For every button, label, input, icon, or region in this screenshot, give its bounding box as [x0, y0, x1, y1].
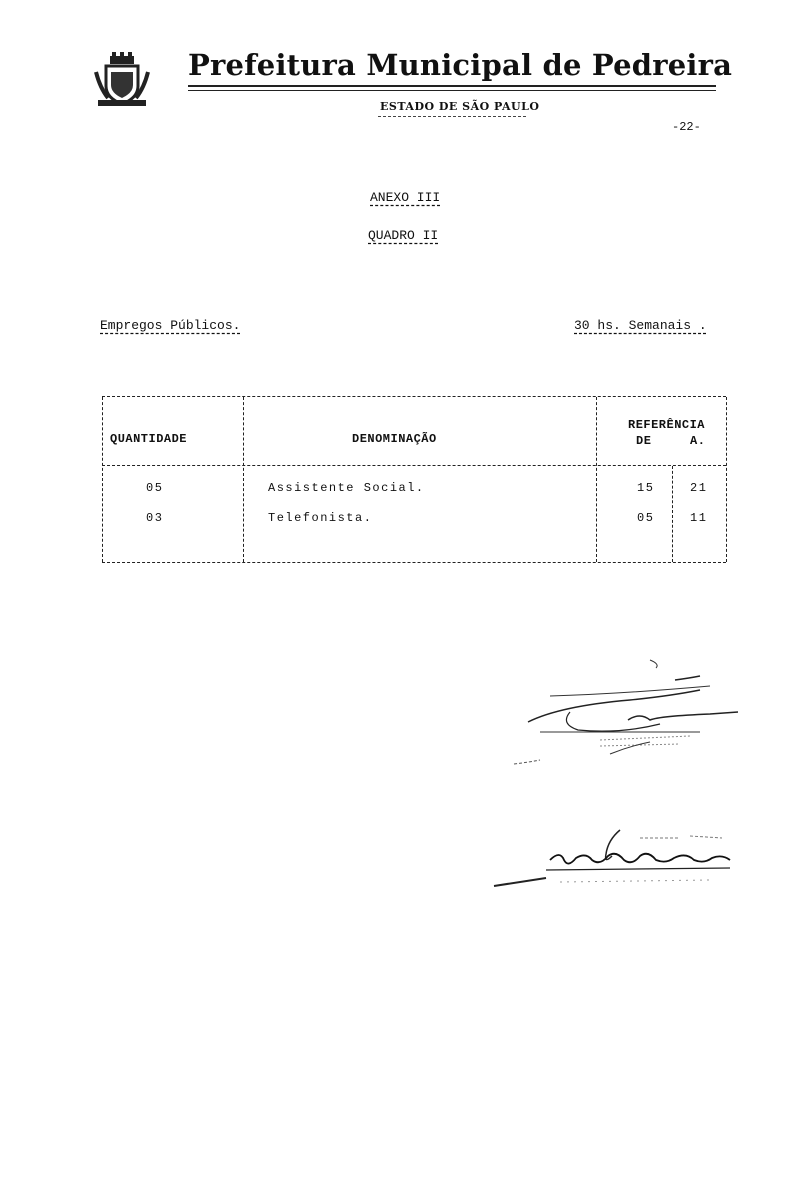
table-top-border: [102, 396, 726, 397]
weekly-hours-label: 30 hs. Semanais .: [574, 318, 707, 333]
column-header-referencia: REFERÊNCIA: [628, 418, 706, 432]
annex-heading: ANEXO III: [370, 190, 441, 205]
table-bottom-border: [102, 562, 726, 563]
table-cell-denominacao: Telefonista.: [268, 511, 373, 525]
column-header-de: DE: [636, 434, 652, 448]
table-column-divider: [672, 466, 673, 562]
signature-stamp: [500, 650, 750, 770]
state-subtitle: ESTADO DE SÃO PAULO: [380, 100, 540, 113]
table-column-divider: [726, 397, 727, 562]
column-header-quantidade: QUANTIDADE: [110, 432, 188, 446]
table-cell-a: 11: [690, 511, 708, 525]
table-column-divider: [102, 397, 103, 562]
title-rule-thin: [188, 90, 716, 91]
table-column-divider: [596, 397, 597, 562]
table-cell-quantidade: 03: [146, 511, 164, 525]
table-cell-de: 15: [637, 481, 655, 495]
column-header-denominacao: DENOMINAÇÃO: [352, 432, 437, 446]
employment-type-label: Empregos Públicos.: [100, 318, 241, 333]
page-title: Prefeitura Municipal de Pedreira: [188, 48, 733, 82]
table-header-rule: [102, 465, 726, 466]
title-rule: [188, 85, 716, 87]
table-cell-denominacao: Assistente Social.: [268, 481, 425, 495]
quadro-heading: QUADRO II: [368, 228, 439, 243]
column-header-a: A.: [690, 434, 706, 448]
table-cell-de: 05: [637, 511, 655, 525]
municipal-crest-icon: [94, 52, 150, 110]
signature-handwritten: [490, 820, 740, 900]
table-column-divider: [243, 397, 244, 562]
table-cell-a: 21: [690, 481, 708, 495]
page-number: -22-: [672, 120, 701, 134]
table-cell-quantidade: 05: [146, 481, 164, 495]
state-underline: [378, 116, 526, 117]
